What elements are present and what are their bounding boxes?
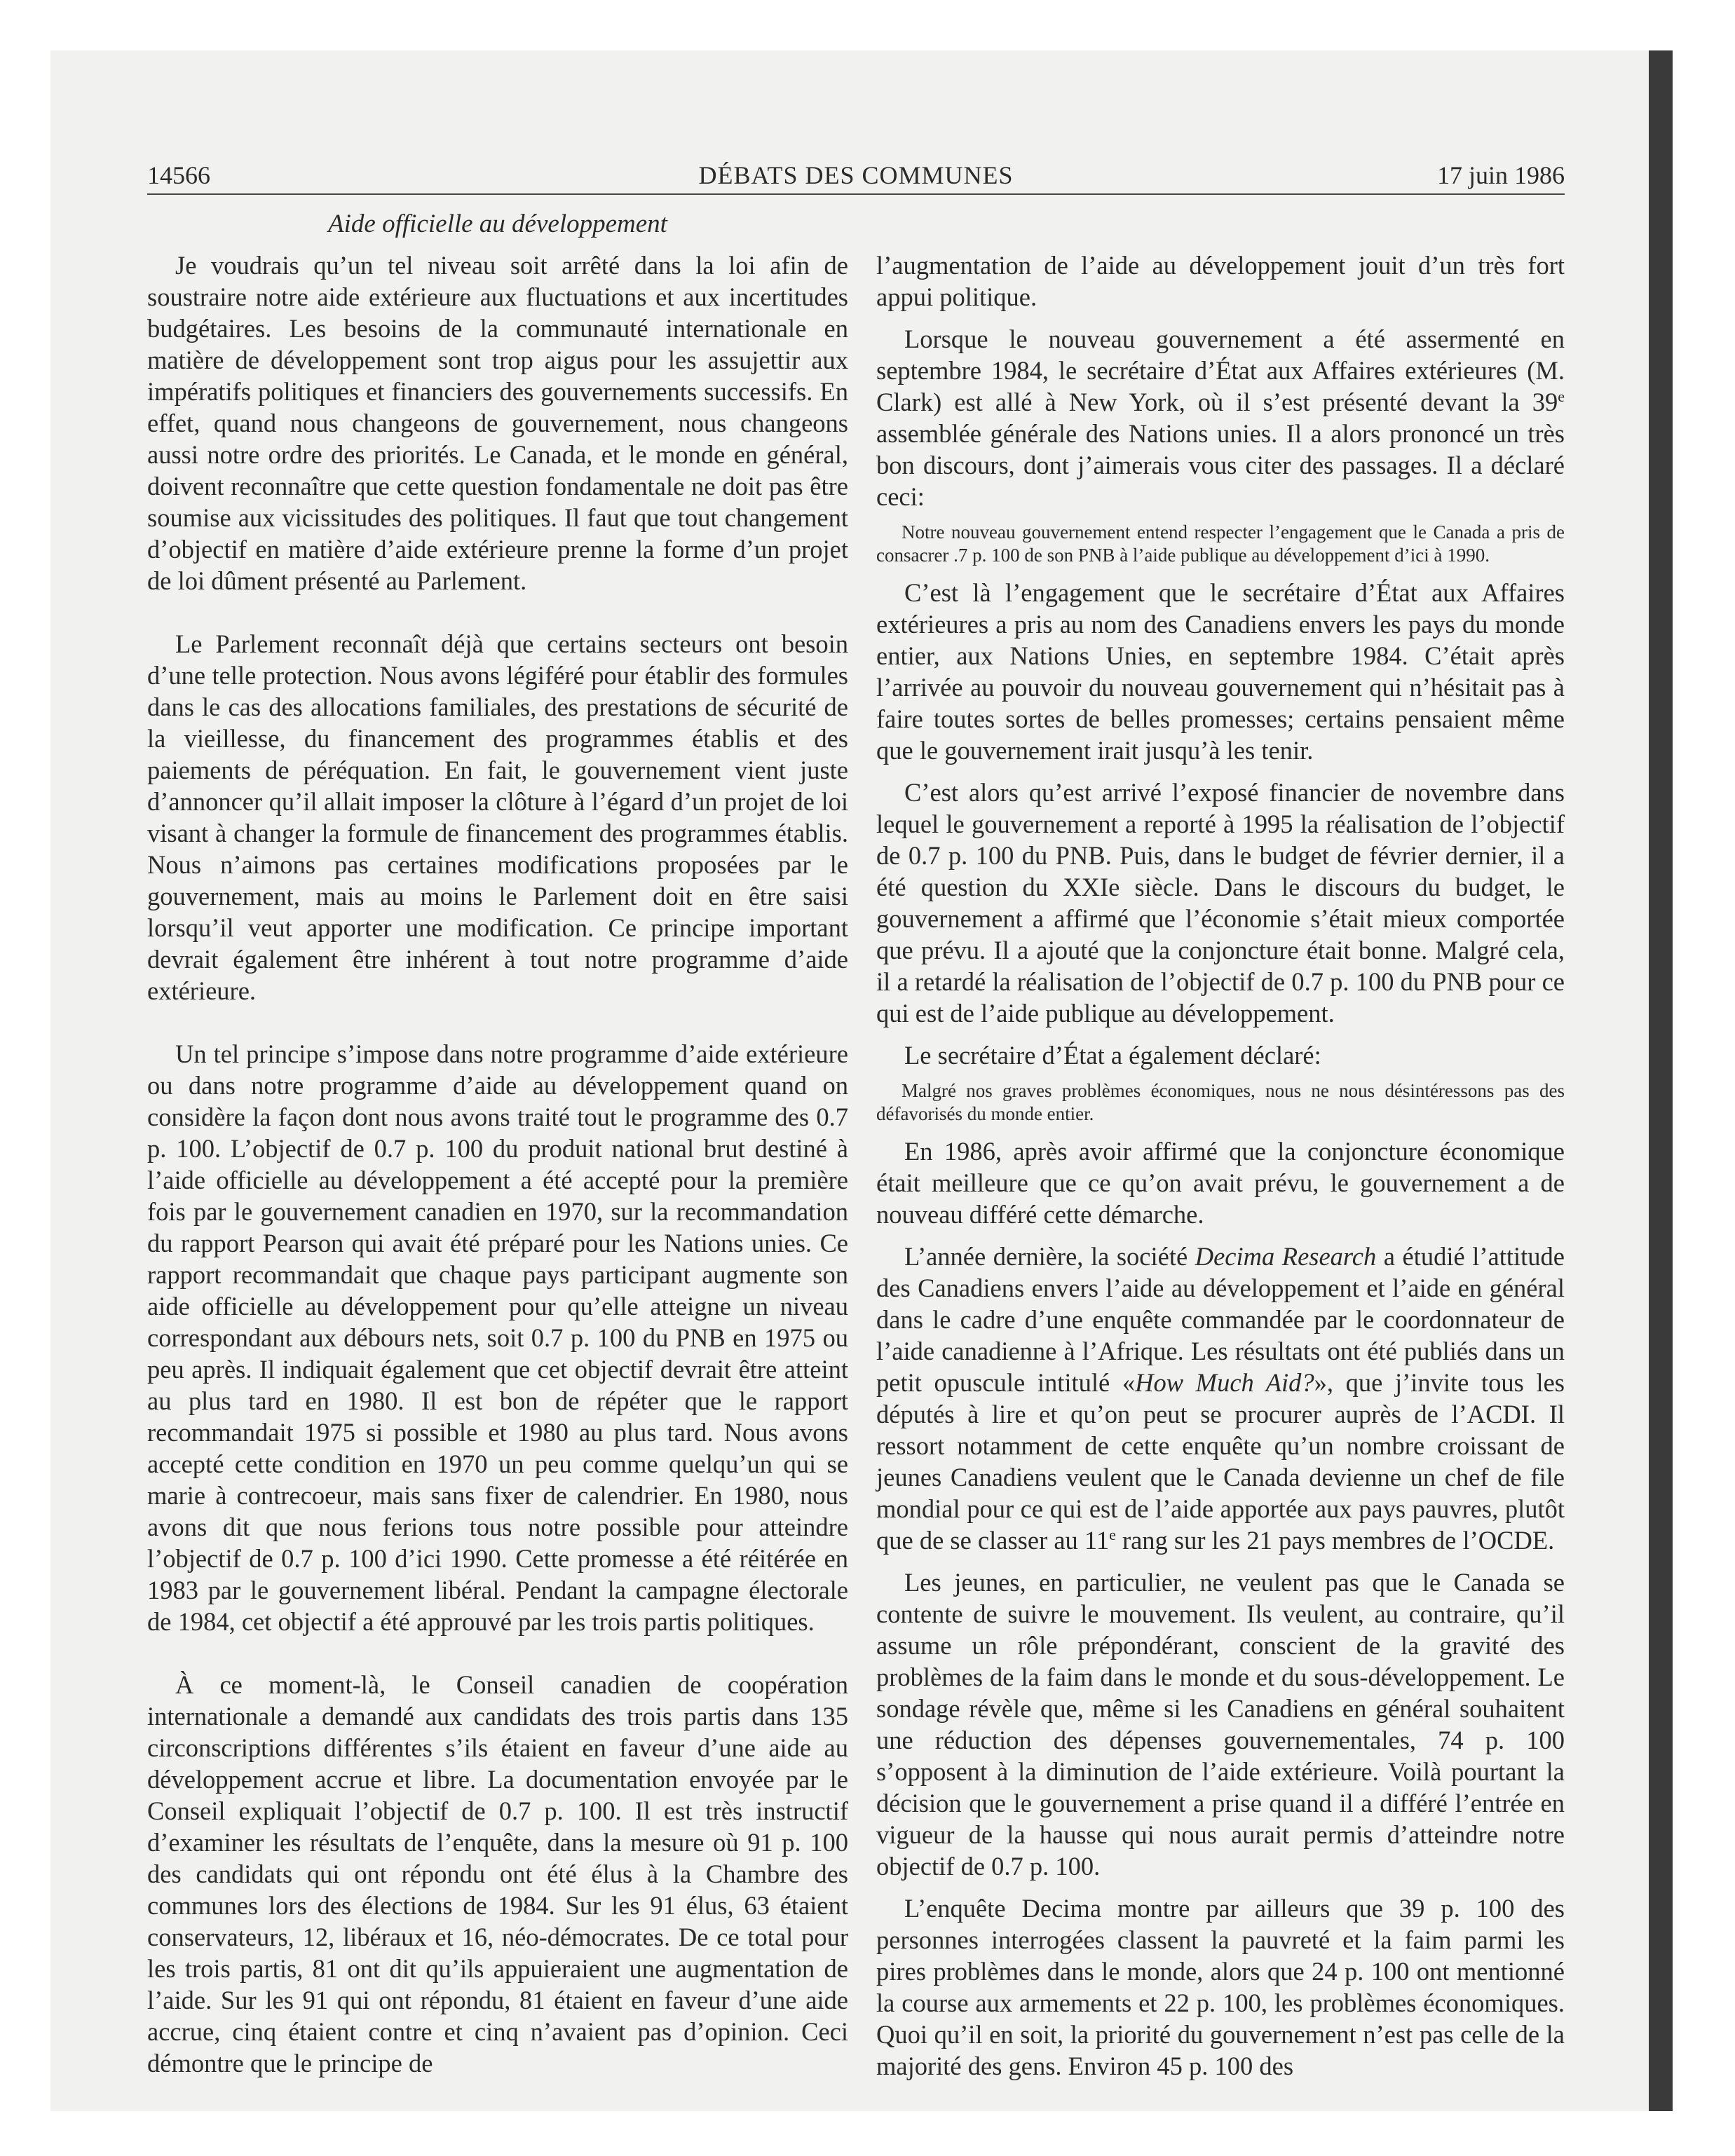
paragraph-text: Lorsque le nouveau gouvernement a été assermenté en septembre 1984, le secrétaire d’État aux Affaires extérieures (M. Clark) est allé à New York, où il s’est présenté devant la 39 bbox=[876, 325, 1565, 416]
journal-title: DÉBATS DES COMMUNES bbox=[698, 161, 1014, 189]
paragraph: C’est alors qu’est arrivé l’exposé financier de novembre dans lequel le gouvernement a reporté à 1995 la réalisation de l’objectif de 0.7 p. 100 du PNB. Puis, dans le budget de février dernier, il a été question du XXIe siècle. Dans le discours du budget, le gouvernement a affirmé que l’économie s’était mieux comportée que prévu. Il a ajouté que la conjoncture était bonne. Malgré cela, il a retardé la réalisation de l’objectif de 0.7 p. 100 du PNB pour ce qui est de l’aide publique au développement. bbox=[876, 778, 1565, 1028]
page-number: 14566 bbox=[147, 161, 210, 189]
left-column bbox=[147, 250, 848, 2079]
page-header bbox=[147, 160, 1565, 195]
paragraph: Le secrétaire d’État a également déclaré: bbox=[904, 1041, 1321, 1070]
paragraph: Les jeunes, en particulier, ne veulent pas que le Canada se contente de suivre le mouvement. Ils veulent, au contraire, qu’il assume un rôle prépondérant, conscient de la gravité des problèmes de la faim dans le monde et du sous-développement. Le sondage révèle que, même si les Canadiens en général souhaitent une réduction des dépenses gouvernementales, 74 p. 100 s’opposent à la diminution de l’aide extérieure. Voilà pourtant la décision que le gouvernement a prise quand il a différé l’entrée en vigueur de la hausse qui nous aurait permis d’atteindre notre objectif de 0.7 p. 100. bbox=[876, 1568, 1565, 1881]
paragraph-text: assemblée générale des Nations unies. Il a alors prononcé un très bon discours, dont j’aimerais vous citer des passages. Il a déclaré ceci: bbox=[876, 419, 1565, 511]
paragraph: C’est là l’engagement que le secrétaire d’État aux Affaires extérieures a pris au nom des Canadiens envers les pays du monde entier, aux Nations Unies, en septembre 1984. C’était après l’arrivée au pouvoir du nouveau gouvernement qui n’hésitait pas à faire toutes sortes de belles promesses; certains pensaient même que le gouvernement irait jusqu’à les tenir. bbox=[876, 578, 1565, 765]
paragraph-text: », que j’invite tous les députés à lire et qu’on peut se procurer auprès de l’ACDI. Il ressort notamment de cette enquête qu’un nombre croissant de jeunes Canadiens veulent que le Canada devienne un chef de file mondial pour ce qui est de l’aide apportée aux pays pauvres, plutôt que de se classer au 11 bbox=[876, 1368, 1565, 1555]
italic-title: How Much Aid? bbox=[1135, 1368, 1314, 1397]
paragraph: Je voudrais qu’un tel niveau soit arrêté dans la loi afin de soustraire notre aide extérieure aux fluctuations et aux incertitudes budgétaires. Les besoins de la communauté internationale en matière de développement sont trop aigus pour les assujettir aux impératifs politiques et financiers des gouvernements successifs. En effet, quand nous changeons de gouvernement, nous changeons aussi notre ordre des priorités. Le Canada, et le monde en général, doivent reconnaître que cette question fondamentale ne doit pas être soumise aux vicissitudes des politiques. Il faut que tout changement d’objectif en matière d’aide extérieure prenne la forme d’un projet de loi dûment présenté au Parlement. bbox=[147, 251, 848, 595]
paragraph: l’augmentation de l’aide au développement jouit d’un très fort appui politique. bbox=[876, 251, 1565, 311]
paragraph: À ce moment-là, le Conseil canadien de coopération internationale a demandé aux candidats des trois partis dans 135 circonscriptions différentes s’ils étaient en faveur d’une aide au développement accrue et libre. La documentation envoyée par le Conseil expliquait l’objectif de 0.7 p. 100. Il est très instructif d’examiner les résultats de l’enquête, dans la mesure où 91 p. 100 des candidats qui ont répondu ont été élus à la Chambre des communes lors des élections de 1984. Sur les 91 élus, 63 étaient conservateurs, 12, libéraux et 16, néo-démocrates. De ce total pour les trois partis, 81 ont dit qu’ils appuieraient une augmentation de l’aide. Sur les 91 qui ont répondu, 81 étaient en faveur d’une aide accrue, cinq étaient contre et cinq n’avaient pas d’opinion. Ceci démontre que le principe de bbox=[147, 1670, 848, 2077]
italic-name: Decima Research bbox=[1195, 1242, 1377, 1271]
section-title: Aide officielle au développement bbox=[328, 210, 667, 238]
paragraph-text: L’année dernière, la société bbox=[904, 1242, 1195, 1271]
paragraph: En 1986, après avoir affirmé que la conjoncture économique était meilleure que ce qu’on avait prévu, le gouvernement a de nouveau différé cette démarche. bbox=[876, 1137, 1565, 1229]
paragraph bbox=[876, 1241, 1565, 1556]
right-column bbox=[876, 250, 1565, 2082]
block-quote: Notre nouveau gouvernement entend respecter l’engagement que le Canada a pris de consacrer .7 p. 100 de son PNB à l’aide publique au développement d’ici à 1990. bbox=[876, 521, 1565, 566]
paragraph: Le Parlement reconnaît déjà que certains secteurs ont besoin d’une telle protection. Nous avons légiféré pour établir des formules dans le cas des allocations familiales, des prestations de sécurité de la vieillesse, du financement des programmes établis et des paiements de péréquation. En fait, le gouvernement vient juste d’annoncer qu’il allait imposer la clôture à l’égard d’un projet de loi visant à changer la formule de financement des programmes établis. Nous n’aimons pas certaines modifications proposées par le gouvernement, mais au moins le Parlement doit en être saisi lorsqu’il veut apporter une modification. Ce principe important devrait également être inhérent à tout notre programme d’aide extérieure. bbox=[147, 629, 848, 1005]
superscript: e bbox=[1109, 1525, 1116, 1543]
paragraph bbox=[876, 323, 1565, 512]
paragraph-text: a étudié l’attitude des Canadiens envers l’aide au développement et l’aide en général dans le cadre d’une enquête commandée par le coordonnateur de l’aide canadienne à l’Afrique. Les résultats ont été publiés dans un petit opuscule intitulé « bbox=[876, 1242, 1565, 1397]
block-quote: Malgré nos graves problèmes économiques, nous ne nous désintéressons pas des défavorisés du monde entier. bbox=[876, 1080, 1565, 1124]
paragraph-text: rang sur les 21 pays membres de l’OCDE. bbox=[1115, 1526, 1555, 1555]
scan-edge-shadow bbox=[1649, 50, 1673, 2111]
header-date: 17 juin 1986 bbox=[1436, 161, 1565, 189]
paragraph: Un tel principe s’impose dans notre programme d’aide extérieure ou dans notre programme d’aide au développement quand on considère la façon dont nous avons traité tout le programme des 0.7 p. 100. L’objectif de 0.7 p. 100 du produit national brut destiné à l’aide officielle au développement a été accepté pour la première fois par le gouvernement canadien en 1970, sur la recommandation du rapport Pearson qui avait été préparé pour les Nations unies. Ce rapport recommandait que chaque pays participant augmente son aide officielle au développement pour qu’elle atteigne un niveau correspondant aux débours nets, soit 0.7 p. 100 du PNB en 1975 ou peu après. Il indiquait également que cet objectif devrait être atteint au plus tard en 1980. Il est bon de répéter que le rapport recommandait 1975 si possible et 1980 au plus tard. Nous avons accepté cette condition en 1970 un peu comme quelqu’un qui se marie à contrecoeur, mais sans fixer de calendrier. En 1980, nous avons dit que nous ferions tous notre possible pour atteindre l’objectif de 0.7 p. 100 d’ici 1990. Cette promesse a été réitérée en 1983 par le gouvernement libéral. Pendant la campagne électorale de 1984, cet objectif a été approuvé par les trois partis politiques. bbox=[147, 1039, 848, 1636]
paragraph: L’enquête Decima montre par ailleurs que 39 p. 100 des personnes interrogées classent la pauvreté et la faim parmi les pires problèmes dans le monde, alors que 24 p. 100 ont mentionné la course aux armements et 22 p. 100, les problèmes économiques. Quoi qu’il en soit, la priorité du gouvernement n’est pas celle de la majorité des gens. Environ 45 p. 100 des bbox=[876, 1894, 1565, 2080]
superscript: e bbox=[1558, 387, 1565, 405]
